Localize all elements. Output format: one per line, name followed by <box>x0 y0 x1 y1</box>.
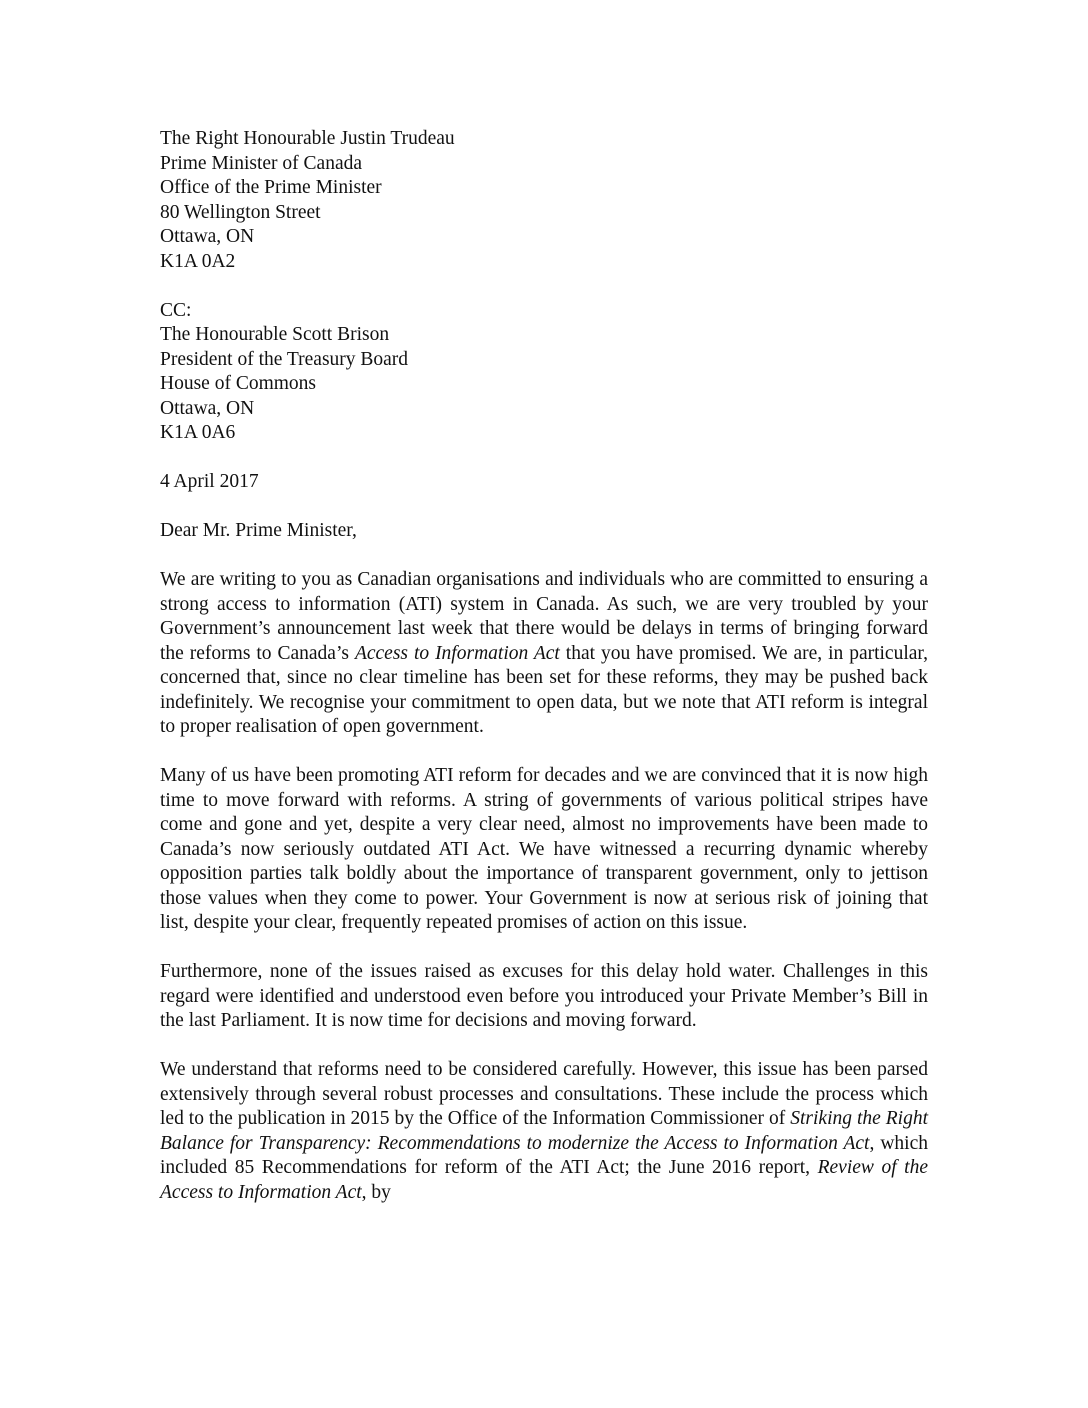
p1-text-a: We are writing to you as Canadian organisations and individuals who are committed to ensuring a strong access to information (ATI) system in Canada. As such, we are very troubled by your Government’s announcement last week that there would be delays in terms of bringing forward the reforms to Canada’s <box>160 569 928 664</box>
spacer <box>160 544 928 569</box>
body-paragraph-2: Many of us have been promoting ATI reform for decades and we are convinced that it is now high time to move forward with reforms. A string of governments of various political stripes have come and gone and yet, despite a very clear need, almost no improvements have been made to Canada’s now seriously outdated ATI Act. We have witnessed a recurring dynamic whereby opposition parties talk boldly about the importance of transparent government, only to jettison those values when they come to power. Your Government is now at serious risk of joining that list, despite your clear, frequently repeated promises of action on this issue. <box>160 765 928 933</box>
spacer <box>160 740 928 765</box>
cc-title: President of the Treasury Board <box>160 348 409 370</box>
p4-text-b: , which included 85 Recommendations for reform of the ATI Act; the June 2016 report, <box>160 1132 929 1178</box>
spacer <box>160 446 928 471</box>
salutation: Dear Mr. Prime Minister, <box>160 520 357 541</box>
spacer <box>160 495 928 520</box>
recipient-name: The Right Honourable Justin Trudeau <box>160 128 455 149</box>
letter-date: 4 April 2017 <box>160 471 259 492</box>
p4-report-title: Striking the Right Balance for Transparency: Recommendations to modernize the Access to Information Act <box>160 1108 928 1154</box>
cc-office: House of Commons <box>160 373 316 394</box>
cc-address <box>160 299 928 446</box>
p4-text-c: , by <box>361 1181 391 1203</box>
cc-name: The Honourable Scott Brison <box>160 324 390 345</box>
p1-act-title: Access to Information Act <box>354 642 560 664</box>
spacer <box>160 274 928 299</box>
spacer <box>160 1034 928 1059</box>
body-paragraph-3: Furthermore, none of the issues raised as excuses for this delay hold water. Challenges in this regard were identified and understood even before you introduced your Private Member’s Bill in the last Parliament. It is now time for decisions and moving forward. <box>160 961 928 1031</box>
recipient-title: Prime Minister of Canada <box>160 152 362 174</box>
body-paragraph-4 <box>160 1058 928 1205</box>
p4-text-a: We understand that reforms need to be considered carefully. However, this issue has been parsed extensively through several robust processes and consultations. These include the process which led to the publication in 2015 by the Office of the Information Commissioner of <box>160 1059 928 1129</box>
cc-city: Ottawa, ON <box>160 397 255 419</box>
body-paragraph-1 <box>160 568 928 740</box>
recipient-city: Ottawa, ON <box>160 226 255 247</box>
letter-content <box>160 127 928 1205</box>
cc-label: CC: <box>160 299 192 321</box>
p4-review-title: Review of the Access to Information Act <box>160 1157 928 1203</box>
cc-postal-code: K1A 0A6 <box>160 422 236 443</box>
recipient-address <box>160 127 928 274</box>
recipient-street: 80 Wellington Street <box>160 201 321 223</box>
recipient-postal-code: K1A 0A2 <box>160 250 236 272</box>
spacer <box>160 936 928 961</box>
recipient-office: Office of the Prime Minister <box>160 177 382 198</box>
p1-text-b: that you have promised. We are, in particular, concerned that, since no clear timeline has been set for these reforms, they may be pushed back indefinitely. We recognise your commitment to open data, but we note that ATI reform is integral to proper realisation of open government. <box>160 642 928 737</box>
